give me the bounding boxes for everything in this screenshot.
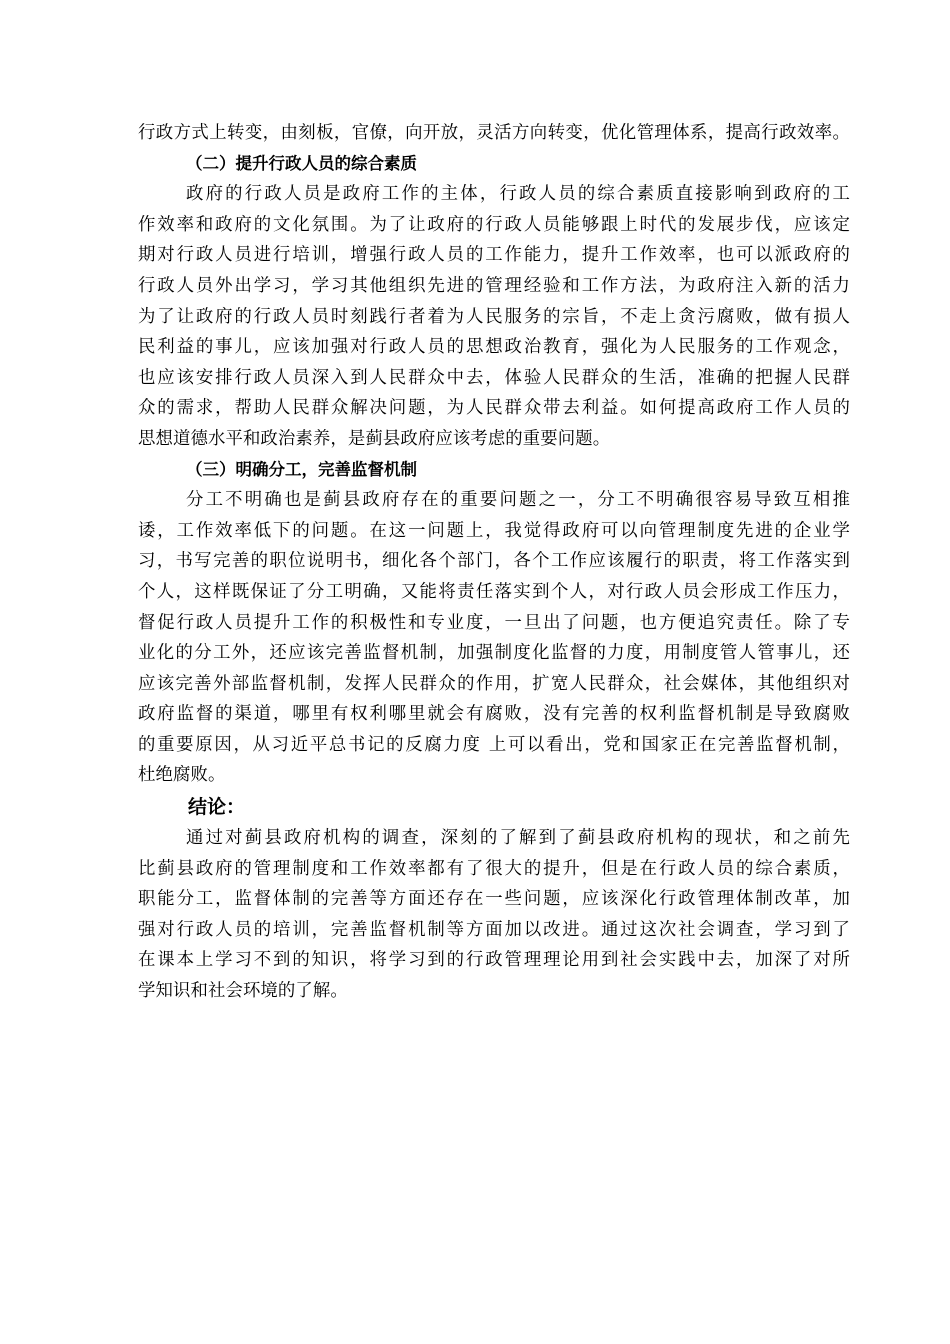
paragraph-line: 比蓟县政府的管理制度和工作效率都有了很大的提升，但是在行政人员的综合素质， [138,858,850,879]
paragraph-line: 分工不明确也是蓟县政府存在的重要问题之一，分工不明确很容易导致互相推 [186,490,850,511]
paragraph-line: 督促行政人员提升工作的积极性和专业度，一旦出了问题，也方便追究责任。除了专 [138,612,850,633]
paragraph-line: 行政人员外出学习，学习其他组织先进的管理经验和工作方法，为政府注入新的活力 [138,275,850,296]
paragraph-line: 职能分工，监督体制的完善等方面还存在一些问题，应该深化行政管理体制改革，加 [138,889,850,910]
paragraph-line: 众的需求，帮助人民群众解决问题，为人民群众带去利益。如何提高政府工作人员的 [138,398,850,419]
document-page [138,118,850,1007]
paragraph-line: 作效率和政府的文化氛围。为了让政府的行政人员能够跟上时代的发展步伐，应该定 [138,214,850,235]
paragraph-line: 期对行政人员进行培训，增强行政人员的工作能力，提升工作效率，也可以派政府的 [138,245,850,266]
paragraph-line: 通过对蓟县政府机构的调查，深刻的了解到了蓟县政府机构的现状，和之前先 [186,828,850,849]
paragraph-line: 也应该安排行政人员深入到人民群众中去，体验人民群众的生活，准确的把握人民群 [138,367,850,388]
section-2-paragraph [138,179,850,454]
paragraph-line: 为了让政府的行政人员时刻践行者着为人民服务的宗旨，不走上贪污腐败，做有损人 [138,306,850,327]
section-3-paragraph [138,485,850,791]
paragraph-line: 个人，这样既保证了分工明确，又能将责任落实到个人，对行政人员会形成工作压力， [138,581,850,602]
paragraph-line: 思想道德水平和政治素养，是蓟县政府应该考虑的重要问题。 [138,428,611,449]
paragraph-line: 习，书写完善的职位说明书，细化各个部门，各个工作应该履行的职责，将工作落实到 [138,551,850,572]
paragraph-line: 政府的行政人员是政府工作的主体，行政人员的综合素质直接影响到政府的工 [186,184,850,205]
paragraph-line: 应该完善外部监督机制，发挥人民群众的作用，扩宽人民群众，社会媒体，其他组织对 [138,673,850,694]
paragraph-line: 的重要原因，从习近平总书记的反腐力度 上可以看出，党和国家正在完善监督机制， [138,734,850,755]
paragraph-line: 诿，工作效率低下的问题。在这一问题上，我觉得政府可以向管理制度先进的企业学 [138,520,850,541]
paragraph-line: 杜绝腐败。 [138,765,226,786]
paragraph-line: 强对行政人员的培训，完善监督机制等方面加以改进。通过这次社会调查，学习到了 [138,919,850,940]
conclusion-paragraph [138,823,850,1007]
section-heading-2: （二）提升行政人员的综合素质 [186,153,417,173]
paragraph-line: 在课本上学习不到的知识，将学习到的行政管理理论用到社会实践中去，加深了对所 [138,950,850,971]
intro-paragraph-line: 行政方式上转变，由刻板，官僚，向开放，灵活方向转变，优化管理体系，提高行政效率。 [138,123,850,143]
section-heading-3: （三）明确分工，完善监督机制 [186,459,417,479]
paragraph-line: 业化的分工外，还应该完善监督机制，加强制度化监督的力度，用制度管人管事儿，还 [138,643,850,664]
paragraph-line: 政府监督的渠道，哪里有权利哪里就会有腐败，没有完善的权利监督机制是导致腐败 [138,704,850,725]
conclusion-heading: 结论： [188,796,246,819]
paragraph-line: 学知识和社会环境的了解。 [138,981,348,1002]
paragraph-line: 民利益的事儿，应该加强对行政人员的思想政治教育，强化为人民服务的工作观念， [138,337,850,358]
